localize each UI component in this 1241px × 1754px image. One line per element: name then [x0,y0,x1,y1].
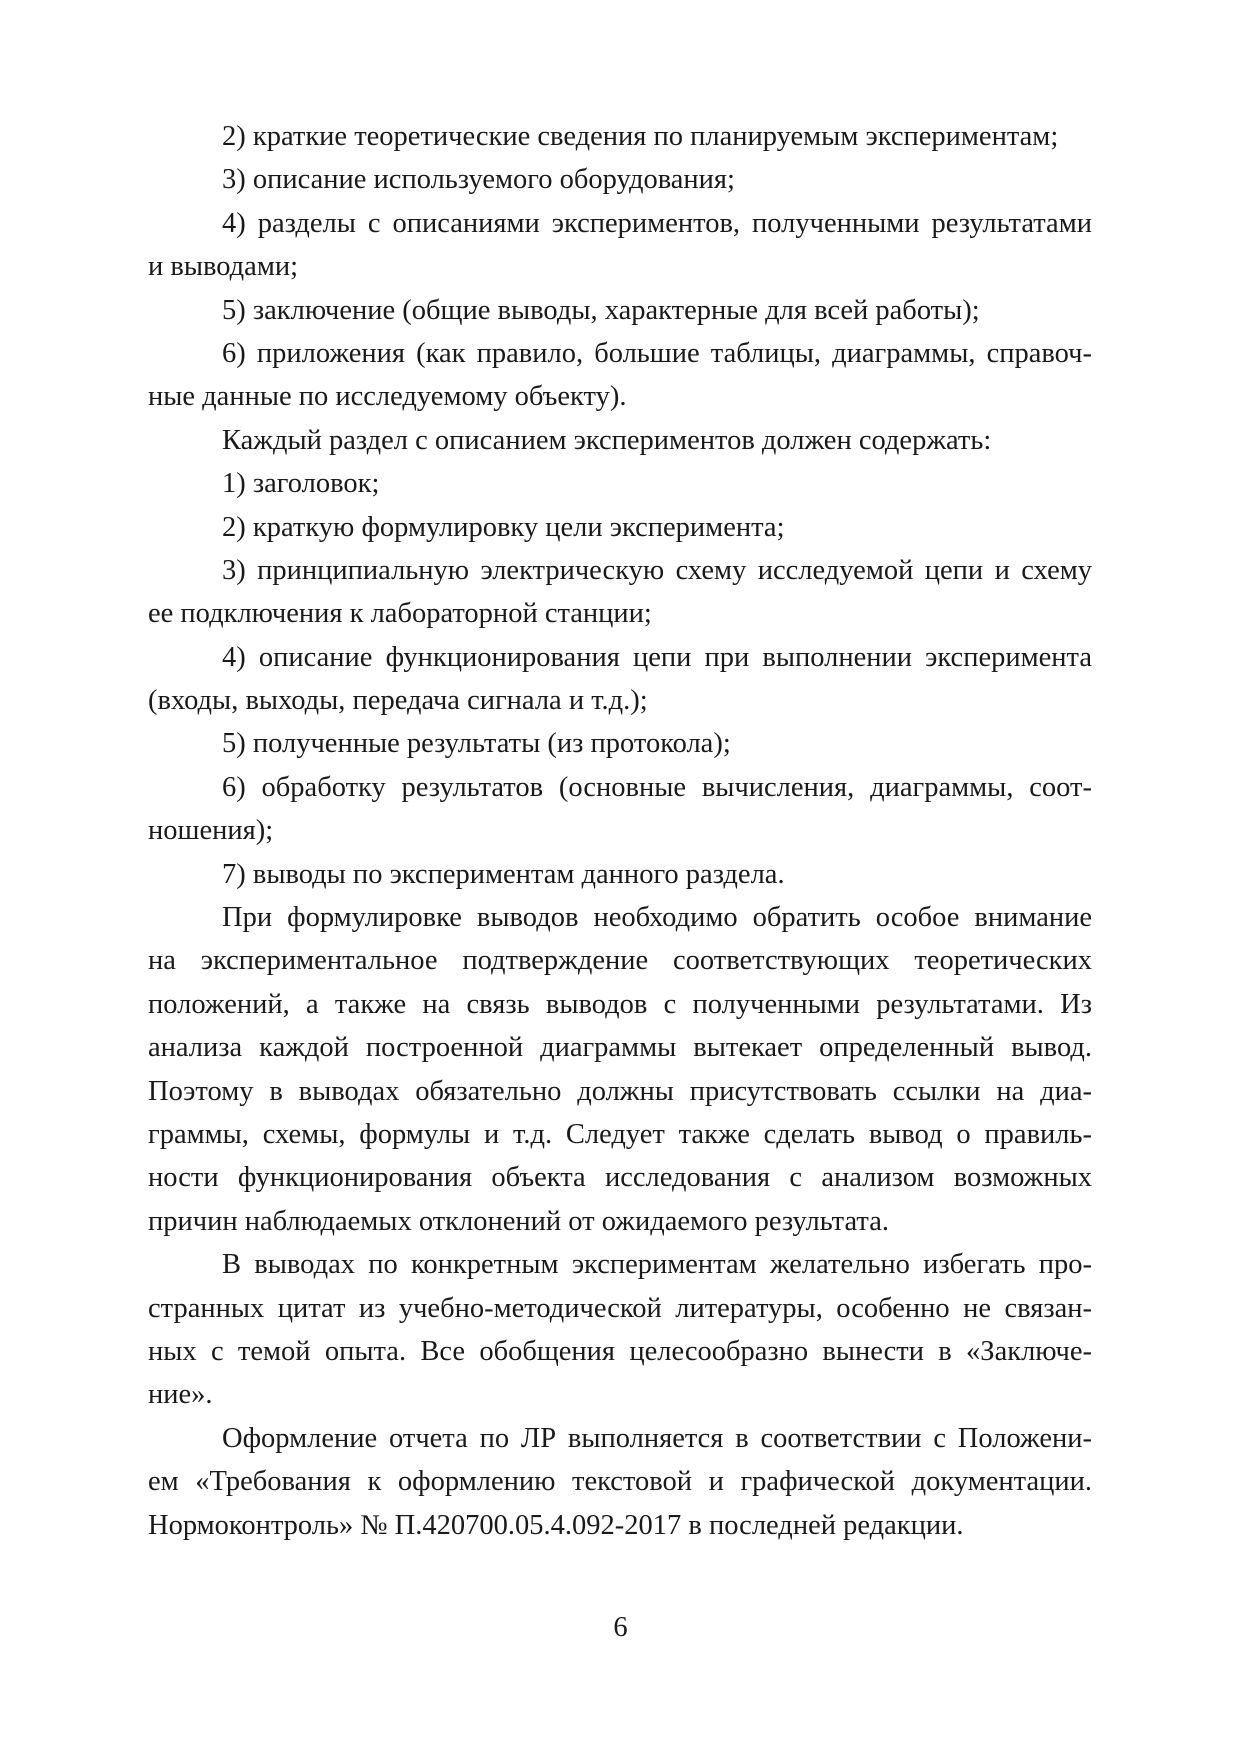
text-line: 4) разделы с описаниями экспериментов, полученными результатами [222,207,1092,239]
text-line: Нормоконтроль» № П.420700.05.4.092-2017 в последней редакции. [148,1509,964,1541]
text-line: ем «Требования к оформлению текстовой и графической документации. [148,1466,1092,1498]
text-line: анализа каждой построенной диаграммы вытекает определенный вывод. [148,1032,1092,1064]
text-line: 2) краткую формулировку цели эксперимента; [222,511,785,543]
text-line: ные данные по исследуемому объекту). [148,381,627,413]
text-line: 4) описание функционирования цепи при выполнении эксперимента [222,641,1092,673]
text-line: В выводах по конкретным экспериментам желательно избегать про- [222,1249,1092,1281]
text-line: Каждый раздел с описанием экспериментов должен содержать: [222,424,992,456]
text-line: 1) заголовок; [222,468,380,500]
text-line: 5) полученные результаты (из протокола); [222,728,731,760]
text-line: ности функционирования объекта исследования с анализом возможных [148,1162,1092,1194]
page-number: 6 [613,1612,628,1643]
text-line: ношения); [148,815,274,847]
text-line: ных с темой опыта. Все обобщения целесообразно вынести в «Заключе- [148,1335,1092,1367]
text-line: ее подключения к лабораторной станции; [148,598,652,630]
text-line: странных цитат из учебно-методической литературы, особенно не связан- [148,1292,1092,1324]
text-line: на экспериментальное подтверждение соответствующих теоретических [148,945,1092,977]
text-line: 7) выводы по экспериментам данного раздела. [222,858,785,890]
text-line: положений, а также на связь выводов с полученными результатами. Из [148,988,1092,1020]
text-line: причин наблюдаемых отклонений от ожидаемого результата. [148,1205,889,1237]
text-line: 3) принципиальную электрическую схему исследуемой цепи и схему [222,554,1092,586]
text-line: 6) обработку результатов (основные вычисления, диаграммы, соот- [222,771,1092,803]
text-line: 6) приложения (как правило, большие таблицы, диаграммы, справоч- [222,337,1092,369]
body-text [148,115,1092,1547]
text-line: (входы, выходы, передача сигнала и т.д.); [148,685,648,717]
text-line: При формулировке выводов необходимо обратить особое внимание [222,902,1092,934]
text-line: Поэтому в выводах обязательно должны присутствовать ссылки на диа- [148,1075,1092,1107]
text-line: 5) заключение (общие выводы, характерные для всей работы); [222,294,980,326]
text-line: граммы, схемы, формулы и т.д. Следует также сделать вывод о правиль- [148,1118,1092,1150]
text-line: 2) краткие теоретические сведения по планируемым экспериментам; [222,121,1059,152]
text-line: ние». [148,1379,213,1411]
text-line: и выводами; [148,251,299,283]
text-line: 3) описание используемого оборудования; [222,164,735,196]
text-line: Оформление отчета по ЛР выполняется в соответствии с Положени- [222,1422,1092,1454]
